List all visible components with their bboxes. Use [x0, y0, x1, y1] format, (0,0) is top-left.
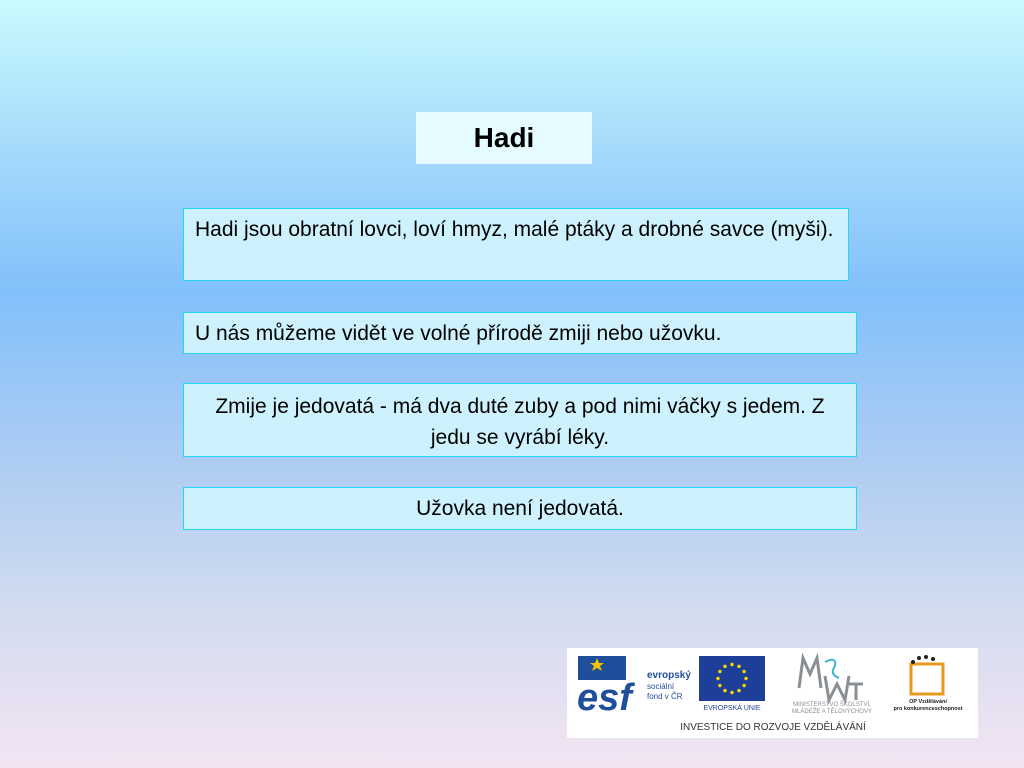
op-dot-3 [924, 655, 928, 659]
op-text-2: pro konkurenceschopnost [893, 706, 963, 712]
eu-flag [699, 656, 765, 701]
slide-title: Hadi [416, 112, 592, 164]
msmt-s-icon [825, 660, 839, 678]
msmt-m2-icon [825, 676, 849, 700]
eu-label: EVROPSKÁ UNIE [703, 705, 761, 712]
eu-star [744, 677, 747, 680]
msmt-m-icon [799, 658, 821, 688]
msmt-logo [792, 658, 872, 715]
eu-star [718, 684, 721, 687]
op-dot-4 [931, 657, 935, 661]
text-box-nature: U nás můžeme vidět ve volné přírodě zmiji nebo užovku. [183, 312, 857, 354]
op-dot-1 [911, 660, 915, 664]
esf-text-2: sociální [647, 682, 675, 691]
sponsor-logo-bar [567, 648, 978, 738]
eu-star [737, 665, 740, 668]
esf-text-1: evropský [647, 670, 691, 681]
text-box-viper: Zmije je jedovatá - má dva duté zuby a pod nimi váčky s jedem. Z jedu se vyrábí léky. [183, 383, 857, 457]
eu-star [742, 684, 745, 687]
text-box-grass-snake: Užovka není jedovatá. [183, 487, 857, 530]
op-frame-icon [911, 664, 943, 694]
eu-star [730, 663, 733, 666]
op-logo [893, 655, 962, 712]
op-text-1: OP Vzdělávání [909, 699, 947, 705]
eu-star [716, 677, 719, 680]
eu-star [723, 689, 726, 692]
esf-mark: esf [577, 677, 632, 719]
esf-text-3: fond v ČR [647, 692, 683, 701]
esf-logo [577, 656, 691, 719]
text-box-hunters: Hadi jsou obratní lovci, loví hmyz, malé ptáky a drobné savce (myši). [183, 208, 849, 281]
investment-footer: INVESTICE DO ROZVOJE VZDĚLÁVÁNÍ [680, 722, 866, 733]
eu-star [718, 670, 721, 673]
eu-logo [699, 656, 765, 712]
msmt-text-2: MLÁDEŽE A TĚLOVÝCHOVY [792, 709, 872, 715]
msmt-text-1: MINISTERSTVO ŠKOLSTVÍ, [793, 702, 871, 708]
eu-star [730, 691, 733, 694]
eu-star [723, 665, 726, 668]
eu-star [742, 670, 745, 673]
eu-star [737, 689, 740, 692]
op-dot-2 [917, 656, 921, 660]
sponsor-logos [567, 648, 978, 738]
